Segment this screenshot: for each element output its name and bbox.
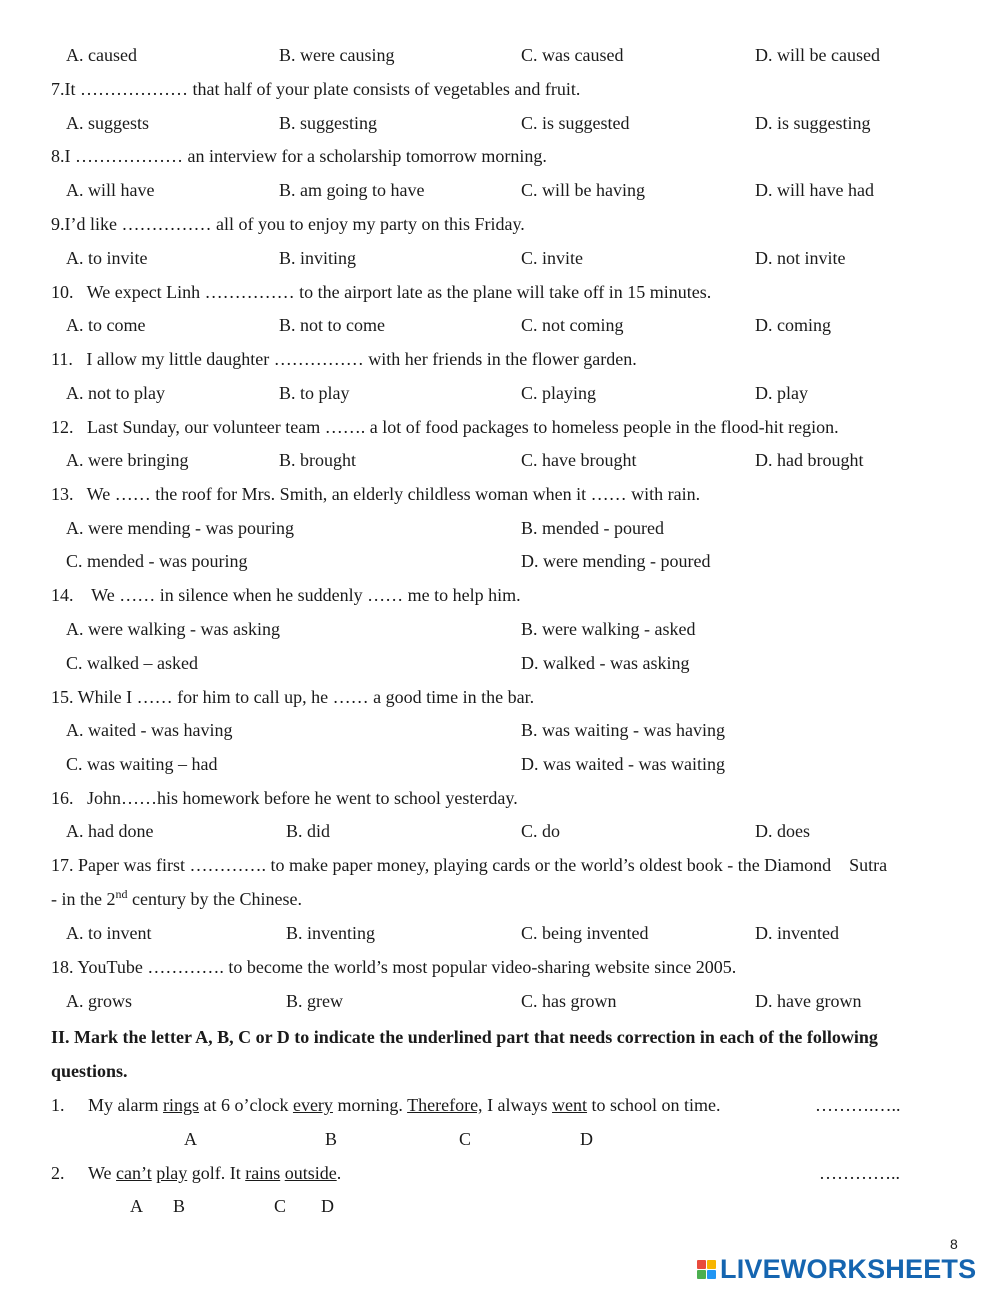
q14-option-d[interactable]: D. walked - was asking	[521, 653, 690, 673]
q7-option-d[interactable]: D. is suggesting	[755, 113, 871, 133]
q9-option-c[interactable]: C. invite	[521, 248, 583, 268]
q17-stem-text: - in the 2	[51, 889, 116, 909]
q14-option-b[interactable]: B. were walking - asked	[521, 619, 696, 639]
q10-options	[0, 312, 1000, 338]
error-question-1	[0, 1092, 1000, 1118]
q17-option-a[interactable]: A. to invent	[66, 923, 152, 943]
error-q1-letter-b: B	[325, 1129, 338, 1149]
q6-option-d[interactable]: D. will be caused	[755, 45, 880, 65]
q13-options-row2	[0, 548, 1000, 574]
q14-option-a[interactable]: A. were walking - was asking	[66, 619, 280, 639]
text: golf. It	[187, 1163, 246, 1183]
q13-stem: 13. We …… the roof for Mrs. Smith, an elderly childless woman when it …… with rain.	[51, 484, 701, 504]
q14-options-row1	[0, 616, 1000, 642]
q18-stem: 18. YouTube …………. to become the world’s most popular video-sharing website since 2005.	[51, 957, 737, 977]
liveworksheets-logo[interactable]	[697, 1254, 976, 1284]
q13-option-d[interactable]: D. were mending - poured	[521, 551, 711, 571]
error-q1-letters	[0, 1126, 1000, 1152]
q15-option-b[interactable]: B. was waiting - was having	[521, 720, 725, 740]
error-q2-sentence	[88, 1160, 341, 1186]
q10-option-a[interactable]: A. to come	[66, 315, 146, 335]
q11-option-b[interactable]: B. to play	[279, 383, 350, 403]
error-q1-part-d[interactable]: went	[552, 1095, 588, 1115]
q6-option-a[interactable]: A. caused	[66, 45, 137, 65]
q17-option-c[interactable]: C. being invented	[521, 923, 649, 943]
q16-option-d[interactable]: D. does	[755, 821, 810, 841]
error-q2-number: 2.	[51, 1163, 65, 1183]
logo-grid-icon	[697, 1260, 716, 1279]
q7-option-a[interactable]: A. suggests	[66, 113, 150, 133]
error-q2-letter-a: A	[130, 1196, 143, 1216]
q18-option-d[interactable]: D. have grown	[755, 991, 862, 1011]
section-2-heading: II. Mark the letter A, B, C or D to indicate the underlined part that needs correction in each of the following	[51, 1027, 878, 1047]
q18-option-a[interactable]: A. grows	[66, 991, 132, 1011]
text: My alarm	[88, 1095, 163, 1115]
q17-option-d[interactable]: D. invented	[755, 923, 839, 943]
logo-text: LIVEWORKSHEETS	[720, 1253, 977, 1284]
text: We	[88, 1163, 117, 1183]
q15-option-d[interactable]: D. was waited - was waiting	[521, 754, 725, 774]
q18-option-b[interactable]: B. grew	[286, 991, 343, 1011]
q12-option-a[interactable]: A. were bringing	[66, 450, 189, 470]
q8-option-d[interactable]: D. will have had	[755, 180, 874, 200]
error-q2-letters	[0, 1193, 1000, 1219]
q9-option-d[interactable]: D. not invite	[755, 248, 846, 268]
q10-option-c[interactable]: C. not coming	[521, 315, 624, 335]
q11-options	[0, 380, 1000, 406]
q17-superscript: nd	[115, 887, 128, 901]
q16-options	[0, 818, 1000, 844]
error-q2-part-c[interactable]: rains	[245, 1163, 281, 1183]
q17-options	[0, 920, 1000, 946]
q15-option-c[interactable]: C. was waiting – had	[66, 754, 218, 774]
error-q2-answer-blank[interactable]: …………..	[819, 1163, 900, 1183]
q18-options	[0, 988, 1000, 1014]
q8-option-a[interactable]: A. will have	[66, 180, 155, 200]
q17-stem-line2	[51, 886, 302, 912]
q12-option-d[interactable]: D. had brought	[755, 450, 864, 470]
q11-option-d[interactable]: D. play	[755, 383, 808, 403]
error-q2-letter-b: B	[173, 1196, 186, 1216]
q14-stem: 14. We …… in silence when he suddenly …… me to help him.	[51, 585, 521, 605]
q13-option-a[interactable]: A. were mending - was pouring	[66, 518, 294, 538]
error-q1-part-b[interactable]: every	[292, 1095, 333, 1115]
q10-option-d[interactable]: D. coming	[755, 315, 831, 335]
q8-option-c[interactable]: C. will be having	[521, 180, 645, 200]
text: to school on time.	[587, 1095, 721, 1115]
q7-option-b[interactable]: B. suggesting	[279, 113, 378, 133]
q16-stem: 16. John……his homework before he went to school yesterday.	[51, 788, 518, 808]
q7-options	[0, 110, 1000, 136]
q10-option-b[interactable]: B. not to come	[279, 315, 385, 335]
q12-option-b[interactable]: B. brought	[279, 450, 357, 470]
error-q2-part-d[interactable]: outside	[284, 1163, 337, 1183]
q15-options-row1	[0, 717, 1000, 743]
q15-stem: 15. While I …… for him to call up, he …… a good time in the bar.	[51, 687, 535, 707]
q6-option-c[interactable]: C. was caused	[521, 45, 624, 65]
q13-options-row1	[0, 515, 1000, 541]
section-2-heading-cont: questions.	[51, 1061, 128, 1081]
q11-option-c[interactable]: C. playing	[521, 383, 596, 403]
q17-option-b[interactable]: B. inventing	[286, 923, 375, 943]
error-question-2	[0, 1160, 1000, 1186]
q17-stem-text-end: century by the Chinese.	[127, 889, 302, 909]
q9-options	[0, 245, 1000, 271]
q17-stem-line1: 17. Paper was first …………. to make paper money, playing cards or the world’s oldest book - the Diamond Sutra	[51, 855, 888, 875]
q9-option-b[interactable]: B. inviting	[279, 248, 357, 268]
error-q2-letter-c: C	[274, 1196, 287, 1216]
q14-options-row2	[0, 650, 1000, 676]
q8-options	[0, 177, 1000, 203]
q6-options	[0, 42, 1000, 68]
error-q2-part-b[interactable]: play	[156, 1163, 188, 1183]
error-q1-sentence	[88, 1092, 721, 1118]
error-q1-part-c[interactable]: Therefore,	[407, 1095, 483, 1115]
q14-option-c[interactable]: C. walked – asked	[66, 653, 198, 673]
q12-options	[0, 447, 1000, 473]
q10-stem: 10. We expect Linh …………… to the airport late as the plane will take off in 15 minutes.	[51, 282, 712, 302]
q7-stem: 7.It ……………… that half of your plate consists of vegetables and fruit.	[51, 79, 581, 99]
q13-option-c[interactable]: C. mended - was pouring	[66, 551, 248, 571]
q8-stem: 8.I ……………… an interview for a scholarship tomorrow morning.	[51, 146, 547, 166]
error-q1-letter-c: C	[459, 1129, 472, 1149]
error-q1-letter-a: A	[184, 1129, 197, 1149]
q16-option-a[interactable]: A. had done	[66, 821, 154, 841]
q8-option-b[interactable]: B. am going to have	[279, 180, 425, 200]
q12-option-c[interactable]: C. have brought	[521, 450, 637, 470]
q7-option-c[interactable]: C. is suggested	[521, 113, 630, 133]
text: .	[336, 1163, 342, 1183]
q15-option-a[interactable]: A. waited - was having	[66, 720, 233, 740]
q9-option-a[interactable]: A. to invite	[66, 248, 148, 268]
q6-option-b[interactable]: B. were causing	[279, 45, 395, 65]
q13-option-b[interactable]: B. mended - poured	[521, 518, 664, 538]
q12-stem: 12. Last Sunday, our volunteer team ……. a lot of food packages to homeless people in the flood-hit region.	[51, 417, 839, 437]
q11-stem: 11. I allow my little daughter …………… with her friends in the flower garden.	[51, 349, 637, 369]
error-q1-part-a[interactable]: rings	[162, 1095, 199, 1115]
error-q2-part-a[interactable]: can’t	[116, 1163, 152, 1183]
q16-option-c[interactable]: C. do	[521, 821, 561, 841]
error-q1-answer-blank[interactable]: ……….…..	[815, 1095, 901, 1115]
q11-option-a[interactable]: A. not to play	[66, 383, 165, 403]
q15-options-row2	[0, 751, 1000, 777]
text: morning.	[332, 1095, 408, 1115]
text: I always	[482, 1095, 553, 1115]
page-number: 8	[950, 1236, 958, 1252]
q18-option-c[interactable]: C. has grown	[521, 991, 617, 1011]
q9-stem: 9.I’d like …………… all of you to enjoy my party on this Friday.	[51, 214, 525, 234]
q16-option-b[interactable]: B. did	[286, 821, 331, 841]
error-q2-letter-d: D	[321, 1196, 334, 1216]
error-q1-letter-d: D	[580, 1129, 593, 1149]
error-q1-number: 1.	[51, 1095, 65, 1115]
text: at 6 o’clock	[198, 1095, 293, 1115]
